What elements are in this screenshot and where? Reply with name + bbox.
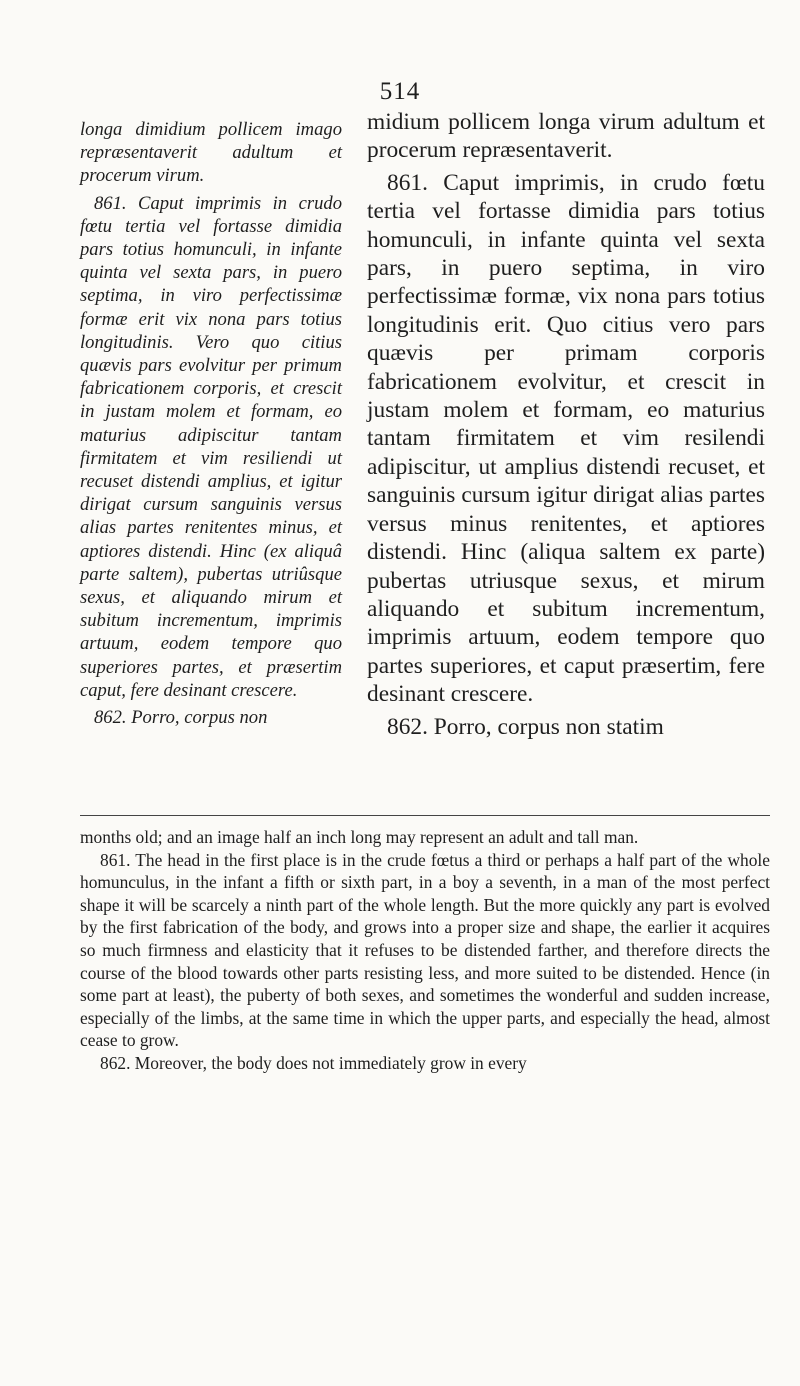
right-paragraph-862: 862. Porro, corpus non statim [387, 713, 664, 740]
left-column-latin-text [80, 118, 342, 729]
page-number: 514 [379, 78, 421, 105]
english-translation [80, 826, 770, 1075]
left-paragraph-862: 862. Porro, corpus non [94, 707, 268, 729]
translation-paragraph-continuation: months old; and an image half an inch long may represent an adult and tall man. [80, 827, 639, 847]
right-paragraph-continuation: midium pollicem longa virum adultum et procerum repræsentaverit. [367, 109, 765, 164]
left-paragraph-continuation: longa dimidium pollicem imago repræsentaverit adultum et procerum virum. [80, 119, 342, 187]
translation-paragraph-862: 862. Moreover, the body does not immediately grow in every [100, 1052, 527, 1073]
left-paragraph-861: 861. Caput imprimis in crudo fœtu tertia vel fortasse dimidia pars totius homunculi, in infante quinta vel sexta pars, in puero septima, in viro perfectissimæ formæ erit vix nona pars totius longitudinis. Vero quo citius quævis pars evolvitur per primum fabricationem corporis, et crescit in justam molem et formam, eo maturius adipiscitur tantam firmitatem et vim resiliendi ut recuset distendi amplius, et igitur dirigat cursum sanguinis versus alias partes renitentes minus, et aptiores distendi. Hinc (ex aliquâ parte saltem), pubertas utriûsque sexus, et aliquando mirum et subitum incrementum, imprimis artuum, eodem tempore quo superiores partes, et præsertim caput, fere desinant crescere. [80, 192, 342, 701]
right-paragraph-861: 861. Caput imprimis, in crudo fœtu tertia vel fortasse dimidia pars totius homunculi, in infante quinta vel sexta pars, in puero septima, in viro perfectissimæ formæ, vix nona pars totius longitudinis erit. Quo citius vero pars quævis per primam corporis fabricationem evolvitur, et crescit in justam molem et formam, eo maturius tantam firmitatem et vim resilendi adipiscitur, ut amplius distendi recuset, et sanguinis cursum igitur dirigat alias partes versus minus renitentes, et aptiores distendi. Hinc (aliqua saltem ex parte) pubertas utriusque sexus, et mirum aliquando et subitum incrementum, imprimis artuum, eodem tempore quo partes superiores, et caput præsertim, fere desinant crescere. [367, 169, 765, 708]
translation-paragraph-861: 861. The head in the first place is in the crude fœtus a third or perhaps a half part of the whole homunculus, in the infant a fifth or sixth part, in a boy a seventh, in a man of the most perfect shape it will be scarcely a ninth part of the whole length. But the more quickly any part is evolved by the first fabrication of the body, and grows into a proper size and shape, the earlier it acquires so much firmness and elasticity that it refuses to be distended farther, and therefore directs the course of the blood towards other parts resisting less, and more suited to be distended. Hence (in some part at least), the puberty of both sexes, and sometimes the wonderful and sudden increase, especially of the limbs, at the same time in which the upper parts, and especially the head, almost cease to grow. [80, 849, 770, 1051]
section-divider [80, 815, 770, 816]
right-column-latin-text [367, 108, 765, 741]
